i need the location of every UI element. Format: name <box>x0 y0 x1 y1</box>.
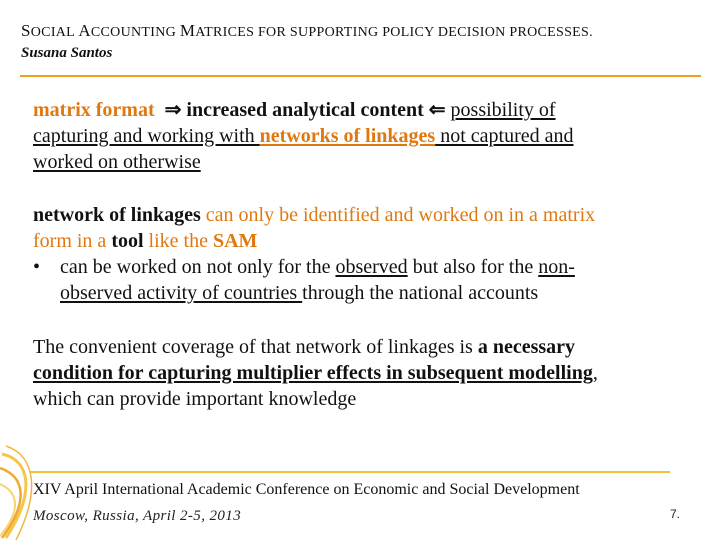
non-text: non- <box>538 256 575 278</box>
paragraph-matrix-format <box>33 97 573 175</box>
necessary-text: a necessary <box>477 336 576 358</box>
worked-on-otherwise-text: worked on otherwise <box>33 151 201 173</box>
p2-line-2 <box>33 228 595 254</box>
networks-of-linkages-text: networks of linkages <box>259 125 436 147</box>
possibility-text: possibility of <box>450 99 556 121</box>
tool-text: tool <box>111 230 144 252</box>
slide-title <box>21 21 711 41</box>
paragraph-coverage <box>33 334 598 412</box>
p2-line-1 <box>33 202 595 228</box>
coverage-text: The convenient coverage of that network of linkages is <box>33 336 478 358</box>
p3-line-2 <box>33 360 598 386</box>
capturing-text: capturing and working with <box>33 125 260 147</box>
observed-activity-text: observed activity of countries <box>60 282 303 304</box>
p3-line-1 <box>33 334 598 360</box>
matrix-format-text: matrix format <box>33 99 155 121</box>
increased-analytical-text: increased analytical content <box>186 99 424 121</box>
conference-name: XIV April International Academic Conference on Economic and Social Development <box>33 481 580 498</box>
title-part-rest: ATRICES FOR SUPPORTING POLICY DECISION PROCESSES. <box>195 25 593 40</box>
condition-text: condition for capturing multiplier effects in subsequent modelling <box>33 362 593 384</box>
footer-divider <box>30 471 670 473</box>
knowledge-text: which can provide important knowledge <box>33 388 357 410</box>
can-only-text: can only be identified and worked on in a matrix <box>200 204 596 226</box>
paragraph-network <box>33 202 595 306</box>
comma-text: , <box>592 362 598 384</box>
bullet-item <box>33 254 595 280</box>
can-be-worked-text: can be worked on not only for the <box>60 256 336 278</box>
header-divider <box>20 75 701 77</box>
observed-text: observed <box>335 256 408 278</box>
p1-line-1 <box>33 97 573 123</box>
p3-line-3 <box>33 386 598 412</box>
but-also-text: but also for the <box>407 256 539 278</box>
title-letter-m: M <box>179 21 196 40</box>
conference-place-date: Moscow, Russia, April 2-5, 2013 <box>33 508 242 524</box>
sam-text: SAM <box>212 230 258 252</box>
author-name: Susana Santos <box>21 45 113 61</box>
title-letter-a: A <box>78 21 91 40</box>
title-part-ocial: OCIAL <box>30 25 79 40</box>
page-number: 7. <box>670 507 681 521</box>
not-captured-text: not captured and <box>435 125 574 147</box>
network-of-linkages-bold: network of linkages <box>33 204 201 226</box>
like-the-text: like the <box>143 230 213 252</box>
p1-line-3 <box>33 149 573 175</box>
form-in-a-text: form in a <box>33 230 112 252</box>
bullet-continuation <box>33 280 595 306</box>
bullet-icon: • <box>33 256 41 278</box>
implies-arrow-icon: ⇒ <box>164 99 182 121</box>
p1-line-2 <box>33 123 573 149</box>
title-part-ccounting: CCOUNTING <box>90 25 180 40</box>
implied-by-arrow-icon: ⇐ <box>428 99 446 121</box>
title-letter-s: S <box>21 21 31 40</box>
through-national-accounts-text: through the national accounts <box>302 282 539 304</box>
